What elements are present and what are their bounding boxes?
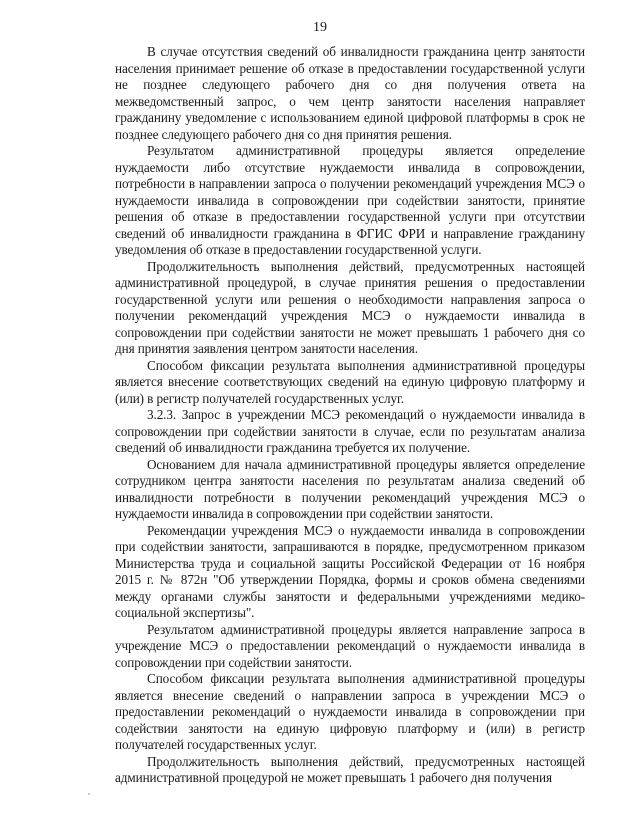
section-heading-paragraph: 3.2.3. Запрос в учреждении МСЭ рекомендаций о нуждаемости инвалида в сопровождении при содействии занятости в случае, если по результатам анализа сведений об инвалидности гражданина требуется их получение. xyxy=(115,407,585,455)
paragraph: Способом фиксации результата выполнения административной процедуры является внесение сведений о направлении запроса в учреждении МСЭ о предоставлении рекомендаций о нуждаемости инвалида в сопровождении при содействии занятости на единую цифровую платформу и (или) в регистр получателей государственных услуг. xyxy=(115,671,585,752)
paragraph: Результатом административной процедуры является определение нуждаемости либо отсутствие нуждаемости инвалида в сопровождении, потребности в направлении запроса о получении рекомендаций учреждения МСЭ о нуждаемости инвалида в сопровождении при содействии занятости, принятие решения об отказе в предоставлении государственной услуги при отсутствии сведений об инвалидности гражданина в ФГИС ФРИ и направление гражданину уведомления об отказе в предоставлении государственной услуги. xyxy=(115,143,585,257)
paragraph: Продолжительность выполнения действий, предусмотренных настоящей административной процедурой не может превышать 1 рабочего дня получения xyxy=(115,753,585,785)
paragraph: Продолжительность выполнения действий, предусмотренных настоящей административной процедурой, в случае принятия решения о предоставлении государственной услуги или решения о необходимости направления запроса о получении рекомендаций учреждения МСЭ о нуждаемости инвалида в сопровождении при содействии занятости не может превышать 1 рабочего дня со дня принятия заявления центром занятости населения. xyxy=(115,258,585,356)
page-number: 19 xyxy=(313,20,327,35)
paragraph: Рекомендации учреждения МСЭ о нуждаемости инвалида в сопровождении при содействии занятости, запрашиваются в порядке, предусмотренном приказом Министерства труда и социальной защиты Российской Федерации от 16 ноября 2015 г. № 872н "Об утверждении Порядка, формы и сроков обмена сведениями между органами службы занятости и федеральными учреждениями медико-социальной экспертизы". xyxy=(115,522,585,620)
paragraph: Основанием для начала административной процедуры является определение сотрудником центра занятости населения по результатам анализа сведений об инвалидности потребности в получении рекомендаций учреждения МСЭ о нуждаемости инвалида в сопровождении при содействии занятости. xyxy=(115,456,585,521)
paragraph: Результатом административной процедуры является направление запроса в учреждение МСЭ о предоставлении рекомендаций о нуждаемости инвалида в сопровождении при содействии занятости. xyxy=(115,621,585,670)
scan-artifact xyxy=(88,793,90,795)
paragraph: В случае отсутствия сведений об инвалидности гражданина центр занятости населения принимает решение об отказе в предоставлении государственной услуги не позднее следующего рабочего дня со дня получения ответа на межведомственный запрос, о чем центр занятости населения направляет гражданину уведомление с использованием единой цифровой платформы в срок не позднее следующего рабочего дня со дня принятия решения. xyxy=(115,44,585,142)
document-body xyxy=(115,44,585,787)
paragraph: Способом фиксации результата выполнения административной процедуры является внесение соответствующих сведений на единую цифровую платформу и (или) в регистр получателей государственных услуг. xyxy=(115,357,585,406)
